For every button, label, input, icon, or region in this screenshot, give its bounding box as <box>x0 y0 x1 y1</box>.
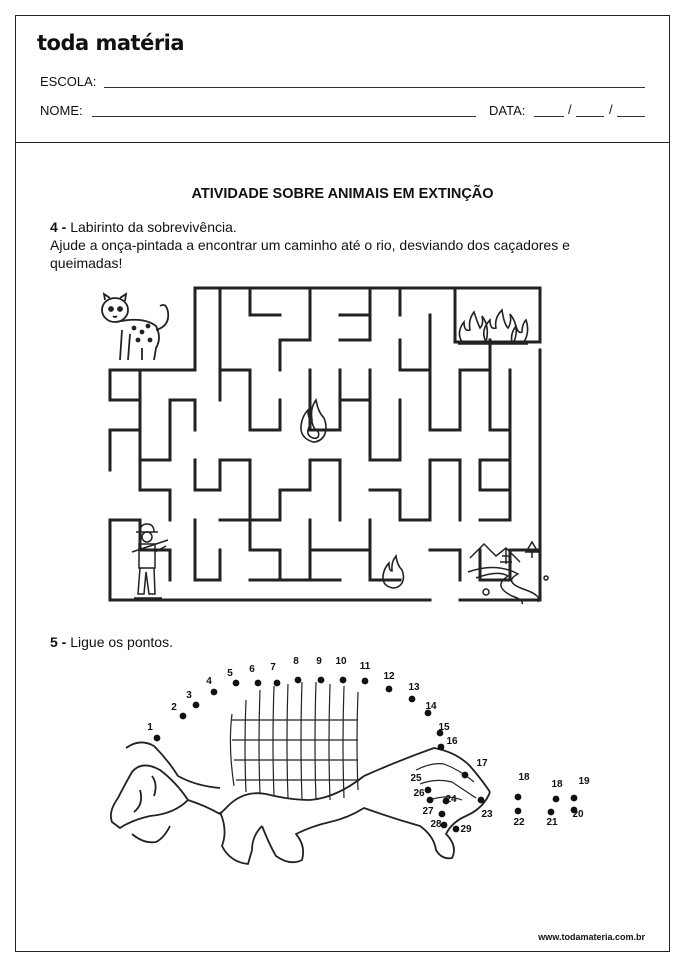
dot-label: 22 <box>513 817 525 828</box>
name-label: NOME: <box>40 103 83 118</box>
dot-label: 18 <box>551 779 563 790</box>
dot-label: 13 <box>408 682 420 693</box>
dot-point[interactable] <box>211 689 218 696</box>
dot-label: 21 <box>546 817 558 828</box>
dot-point[interactable] <box>409 696 416 703</box>
dot-point[interactable] <box>478 797 485 804</box>
dot-label: 24 <box>445 794 457 805</box>
dot-point[interactable] <box>340 677 347 684</box>
dot-label: 1 <box>147 722 153 733</box>
dot-label: 20 <box>572 809 584 820</box>
dot-label: 6 <box>249 664 255 675</box>
dot-point[interactable] <box>441 822 448 829</box>
dot-point[interactable] <box>553 796 560 803</box>
dot-point[interactable] <box>255 680 262 687</box>
school-label: ESCOLA: <box>40 74 97 89</box>
dot-label: 12 <box>383 671 395 682</box>
dot-point[interactable] <box>439 811 446 818</box>
logo: toda matéria <box>37 31 185 55</box>
dot-label: 3 <box>186 690 192 701</box>
dot-point[interactable] <box>362 678 369 685</box>
page-title: ATIVIDADE SOBRE ANIMAIS EM EXTINÇÃO <box>191 186 494 202</box>
dot-point[interactable] <box>548 809 555 816</box>
question-title: Ligue os pontos. <box>70 634 173 650</box>
dot-point[interactable] <box>318 677 325 684</box>
date-label: DATA: <box>489 103 526 118</box>
dot-label: 16 <box>446 736 458 747</box>
dot-label: 10 <box>335 656 347 667</box>
dot-label: 23 <box>481 809 493 820</box>
dot-label: 18 <box>518 772 530 783</box>
dot-label: 27 <box>422 806 434 817</box>
date-separator: / <box>609 102 613 117</box>
dot-label: 17 <box>476 758 488 769</box>
dot-label: 5 <box>227 668 233 679</box>
question-number: 4 - <box>50 219 67 235</box>
dot-point[interactable] <box>438 744 445 751</box>
question-number: 5 - <box>50 634 67 650</box>
date-separator: / <box>568 102 572 117</box>
dot-point[interactable] <box>154 735 161 742</box>
dot-label: 8 <box>293 656 299 667</box>
question-title: Labirinto da sobrevivência. <box>70 219 237 235</box>
dot-point[interactable] <box>295 677 302 684</box>
dot-point[interactable] <box>453 826 460 833</box>
dot-point[interactable] <box>515 808 522 815</box>
dot-label: 11 <box>359 661 371 672</box>
dot-label: 29 <box>460 824 472 835</box>
dot-point[interactable] <box>233 680 240 687</box>
dot-point[interactable] <box>427 797 434 804</box>
dot-point[interactable] <box>425 787 432 794</box>
dot-point[interactable] <box>386 686 393 693</box>
dot-label: 9 <box>316 656 322 667</box>
dot-point[interactable] <box>180 713 187 720</box>
dot-label: 28 <box>430 819 442 830</box>
footer-url: www.todamateria.com.br <box>538 932 645 942</box>
dot-label: 26 <box>413 788 425 799</box>
dot-label: 2 <box>171 702 177 713</box>
dot-label: 14 <box>425 701 437 712</box>
dot-label: 25 <box>410 773 422 784</box>
dot-point[interactable] <box>274 680 281 687</box>
question-4-instruction: Ajude a onça-pintada a encontrar um caminho até o rio, desviando dos caçadores e queimadas! <box>50 237 570 271</box>
dot-label: 19 <box>578 776 590 787</box>
dot-point[interactable] <box>571 795 578 802</box>
dot-label: 7 <box>270 662 276 673</box>
dot-point[interactable] <box>462 772 469 779</box>
dot-label: 4 <box>206 676 212 687</box>
dot-label: 15 <box>438 722 450 733</box>
dot-point[interactable] <box>193 702 200 709</box>
dot-point[interactable] <box>515 794 522 801</box>
